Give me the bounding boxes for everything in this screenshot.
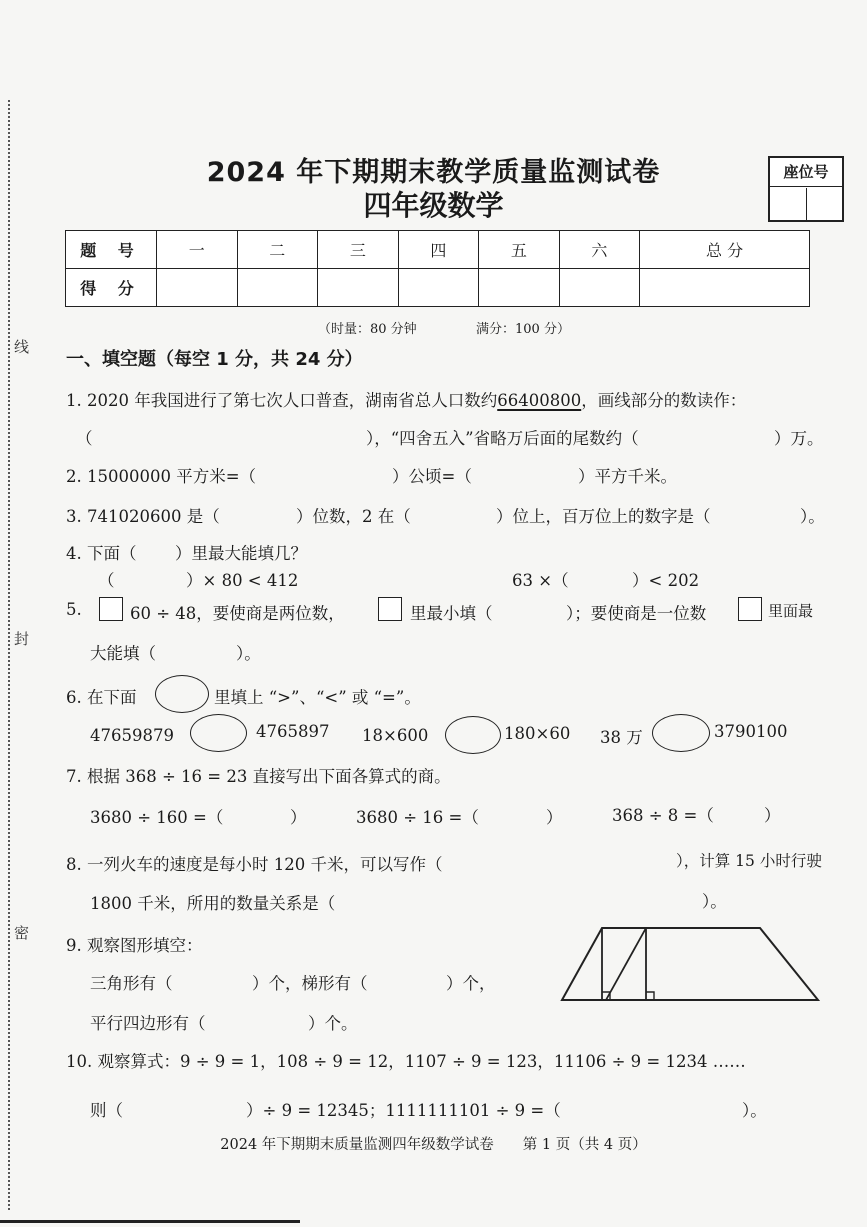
q3-text-d: ）。 (800, 507, 825, 526)
score-table-score-row (66, 269, 810, 307)
section-title-fill-blank: 一、填空题（每空 1 分，共 24 分） (66, 349, 363, 370)
q9-text-a: 9. 观察图形填空： (66, 936, 203, 955)
q9-text-c: ）个，梯形有（ (252, 974, 368, 993)
q10-text-d: ）。 (742, 1101, 767, 1120)
exam-time: （时量：80 分钟 (318, 322, 417, 337)
figure-outline (562, 928, 818, 1000)
q7-expr-2: 3680 ÷ 16 =（ (356, 808, 479, 827)
side-label-mi: 密 (14, 924, 30, 942)
q1-text-b: ，画线部分的数读作： (581, 391, 747, 410)
score-cell[interactable] (559, 269, 640, 307)
side-label-feng: 封 (14, 630, 30, 648)
score-header-cell: 题 号 (66, 231, 157, 269)
score-cell[interactable] (479, 269, 560, 307)
q6-answer-oval-1[interactable] (190, 714, 247, 752)
figure-diagonal (606, 928, 646, 1000)
q5-blank-square-2[interactable] (378, 597, 402, 621)
q6-example-oval (155, 675, 209, 713)
q8-text-d: ）。 (702, 892, 727, 911)
score-table (65, 230, 810, 307)
q6-pair2-right: 180×60 (504, 724, 571, 743)
parallelogram-figure (560, 926, 822, 1006)
q4-text-b: ）里最大能填几？ (175, 544, 307, 563)
q10-text-a: 10. 观察算式：9 ÷ 9 = 1，108 ÷ 9 = 12，1107 ÷ 9 = 123，11106 ÷ 9 = 1234 …… (66, 1052, 746, 1071)
seat-number-box[interactable] (768, 156, 844, 222)
q8-text-a: 8. 一列火车的速度是每小时 120 千米，可以写作（ (66, 855, 443, 874)
bottom-edge-line (0, 1220, 300, 1223)
score-cell[interactable] (398, 269, 479, 307)
q5-text-a: 60 ÷ 48，要使商是两位数， (130, 604, 345, 623)
score-header-cell: 二 (237, 231, 318, 269)
score-row-label: 得 分 (66, 269, 157, 307)
q2-text-c: ）平方千米。 (578, 467, 677, 486)
q9-text-e: 平行四边形有（ (90, 1014, 206, 1033)
q7-close-1: ） (290, 808, 307, 827)
q8-text-b: ），计算 15 小时行驶 (676, 852, 822, 870)
q5-blank-square-3[interactable] (738, 597, 762, 621)
q6-answer-oval-2[interactable] (445, 716, 501, 754)
score-table-header-row (66, 231, 810, 269)
q5-text-c: ）；要使商是一位数 (566, 604, 707, 623)
q6-pair3-right: 3790100 (714, 722, 788, 741)
q1-text-a: 1. 2020 年我国进行了第七次人口普查，湖南省总人口数约 (66, 391, 498, 410)
score-cell[interactable] (237, 269, 318, 307)
q4-text-f: ）< 202 (632, 571, 700, 590)
q5-text-d: 里面最 (768, 602, 814, 620)
q6-text-a: 6. 在下面 (66, 688, 137, 707)
q9-text-f: ）个。 (308, 1014, 358, 1033)
q4-text-e: 63 ×（ (512, 571, 569, 590)
q5-blank-square-1[interactable] (99, 597, 123, 621)
right-angle-mark-2 (646, 992, 654, 1000)
q2-text-a: 2. 15000000 平方米=（ (66, 467, 257, 486)
q6-pair2-left: 18×600 (362, 726, 429, 745)
q5-text-e: 大能填（ (90, 644, 156, 663)
q6-pair1-right: 4765897 (256, 722, 330, 741)
binding-line (8, 100, 10, 1210)
q7-expr-3: 368 ÷ 8 =（ (612, 806, 714, 825)
score-cell[interactable] (640, 269, 810, 307)
q7-close-2: ） (546, 808, 563, 827)
q4-text-d: ）× 80 < 412 (186, 571, 299, 590)
q7-text-a: 7. 根据 368 ÷ 16 = 23 直接写出下面各算式的商。 (66, 767, 451, 786)
q10-text-b: 则（ (90, 1101, 123, 1120)
question-1-line-1 (66, 387, 746, 411)
exam-subtitle: 四年级数学 (363, 189, 504, 222)
score-cell[interactable] (318, 269, 399, 307)
seat-number-label: 座位号 (770, 158, 842, 187)
score-header-cell: 四 (398, 231, 479, 269)
exam-full-score: 满分：100 分） (476, 322, 570, 337)
q4-text-a: 4. 下面（ (66, 544, 137, 563)
q8-text-c: 1800 千米，所用的数量关系是（ (90, 894, 336, 913)
score-cell[interactable] (157, 269, 238, 307)
score-header-cell: 总 分 (640, 231, 810, 269)
exam-title: 2024 年下期期末教学质量监测试卷 (206, 157, 661, 188)
q3-text-c: ）位上，百万位上的数字是（ (496, 507, 711, 526)
q6-pair1-left: 47659879 (90, 726, 174, 745)
q7-expr-1: 3680 ÷ 160 =（ (90, 808, 224, 827)
score-header-cell: 五 (479, 231, 560, 269)
seat-number-cell[interactable] (770, 188, 807, 220)
score-header-cell: 一 (157, 231, 238, 269)
q1-text-c: （ (76, 429, 93, 448)
q7-close-3: ） (764, 806, 781, 825)
q5-text-f: ）。 (236, 644, 261, 663)
q5-text-b: 里最小填（ (410, 604, 493, 623)
q10-text-c: ）÷ 9 = 12345；1111111101 ÷ 9 =（ (246, 1101, 561, 1120)
q1-text-e: ）万。 (774, 429, 824, 448)
q4-text-c: （ (98, 571, 115, 590)
q6-pair3-left: 38 万 (600, 728, 643, 747)
q2-text-b: ）公顷=（ (392, 467, 472, 486)
q3-text-b: ）位数，2 在（ (296, 507, 411, 526)
page-footer: 2024 年下期期末质量监测四年级数学试卷 第 1 页（共 4 页） (220, 1137, 647, 1153)
q9-text-b: 三角形有（ (90, 974, 173, 993)
side-label-xian: 线 (14, 338, 30, 356)
score-header-cell: 三 (318, 231, 399, 269)
q3-text-a: 3. 741020600 是（ (66, 507, 220, 526)
q5-number: 5. (66, 600, 82, 619)
score-header-cell: 六 (559, 231, 640, 269)
q1-underlined-number: 66400800 (497, 391, 582, 410)
q6-answer-oval-3[interactable] (652, 714, 710, 752)
q6-text-b: 里填上 “>”、“<” 或 “=”。 (214, 688, 421, 707)
q9-text-d: ）个， (446, 974, 496, 993)
q1-text-d: ），“四舍五入”省略万后面的尾数约（ (366, 429, 639, 448)
